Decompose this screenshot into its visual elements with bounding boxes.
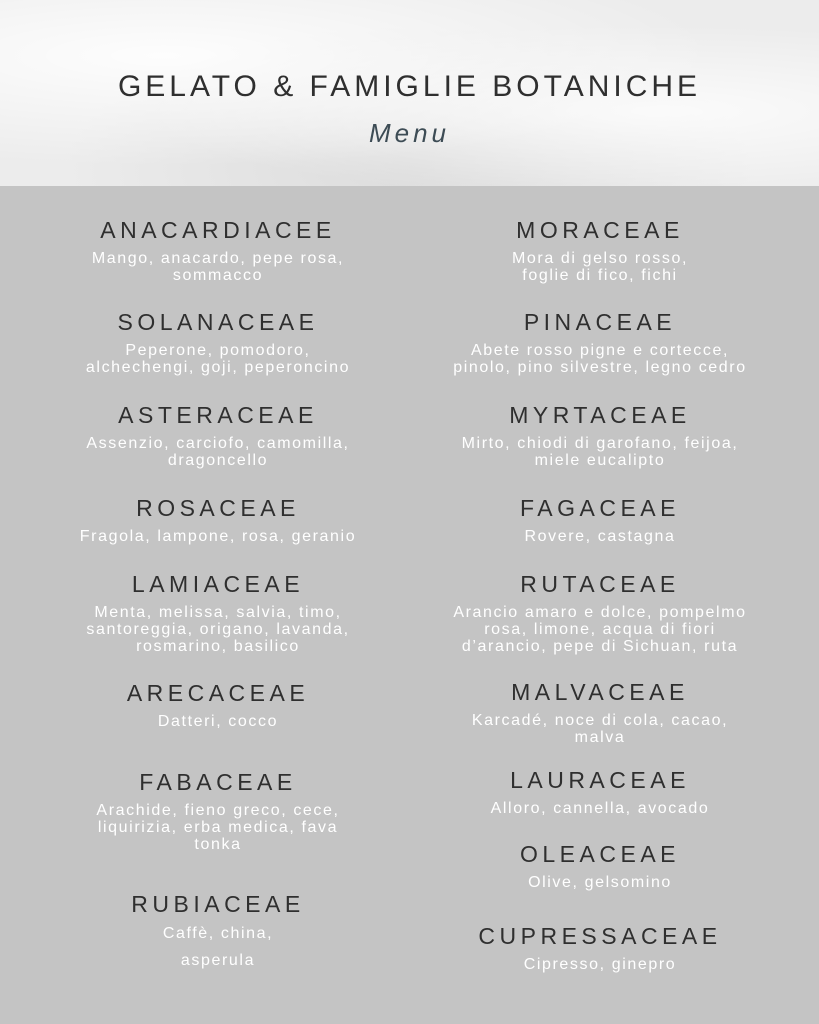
family-entry-arecaceae <box>18 679 418 730</box>
family-entry-pinaceae <box>400 308 800 376</box>
family-name: RUTACEAE <box>520 571 680 597</box>
family-entry-cupressaceae <box>400 922 800 973</box>
family-name: SOLANACEAE <box>117 309 319 335</box>
family-items: Abete rosso pigne e cortecce, pinolo, pino silvestre, legno cedro <box>453 342 747 376</box>
family-entry-lamiaceae <box>18 570 418 655</box>
family-items: Olive, gelsomino <box>528 874 672 891</box>
family-items: Alloro, cannella, avocado <box>490 800 710 817</box>
family-entry-fagaceae <box>400 494 800 545</box>
family-name: LAURACEAE <box>510 767 690 793</box>
family-entry-rutaceae <box>400 570 800 655</box>
family-items: Mora di gelso rosso, foglie di fico, fichi <box>511 250 689 284</box>
family-name: ARECACEAE <box>126 680 310 706</box>
family-entry-fabaceae <box>18 768 418 853</box>
family-entry-oleaceae <box>400 840 800 891</box>
family-entry-rubiaceae <box>18 890 418 974</box>
family-entry-solanaceae <box>18 308 418 376</box>
family-items: Peperone, pomodoro, alchechengi, goji, peperoncino <box>85 342 351 376</box>
family-items: Datteri, cocco <box>157 713 279 730</box>
family-items: Karcadé, noce di cola, cacao, malva <box>471 712 729 746</box>
family-items: Menta, melissa, salvia, timo, santoreggia, origano, lavanda, rosmarino, basilico <box>86 604 350 655</box>
family-name: MORACEAE <box>516 217 684 243</box>
family-items: Arachide, fieno greco, cece, liquirizia, erba medica, fava tonka <box>96 802 340 853</box>
family-entry-malvaceae <box>400 678 800 746</box>
family-name: OLEACEAE <box>520 841 680 867</box>
family-name: LAMIACEAE <box>131 571 305 597</box>
family-name: ROSACEAE <box>136 495 300 521</box>
family-entry-myrtaceae <box>400 401 800 469</box>
family-name: FABACEAE <box>139 769 297 795</box>
family-entry-moraceae <box>400 216 800 284</box>
family-name: FAGACEAE <box>520 495 680 521</box>
family-items: Caffè, china, asperula <box>162 925 274 969</box>
page-title: GELATO & FAMIGLIE BOTANICHE <box>117 70 702 103</box>
family-name: PINACEAE <box>523 309 677 335</box>
family-name: ASTERACEAE <box>118 402 318 428</box>
family-name: ANACARDIACEE <box>100 217 336 243</box>
family-name: MALVACEAE <box>511 679 689 705</box>
family-entry-asteraceae <box>18 401 418 469</box>
family-entry-rosaceae <box>18 494 418 545</box>
family-entry-anacardiacee <box>18 216 418 284</box>
family-items: Mirto, chiodi di garofano, feijoa, miele eucalipto <box>461 435 739 469</box>
family-items: Arancio amaro e dolce, pompelmo rosa, limone, acqua di fiori d’arancio, pepe di Sichuan, ruta <box>453 604 747 655</box>
family-items: Fragola, lampone, rosa, geranio <box>79 528 357 545</box>
family-entry-lauraceae <box>400 766 800 817</box>
family-items: Assenzio, carciofo, camomilla, dragoncello <box>86 435 350 469</box>
family-items: Cipresso, ginepro <box>523 956 677 973</box>
family-items: Mango, anacardo, pepe rosa, sommacco <box>91 250 345 284</box>
family-name: RUBIACEAE <box>131 891 305 917</box>
menu-subtitle: Menu <box>368 118 451 148</box>
family-items: Rovere, castagna <box>524 528 676 545</box>
family-name: CUPRESSACEAE <box>478 923 722 949</box>
family-name: MYRTACEAE <box>509 402 691 428</box>
